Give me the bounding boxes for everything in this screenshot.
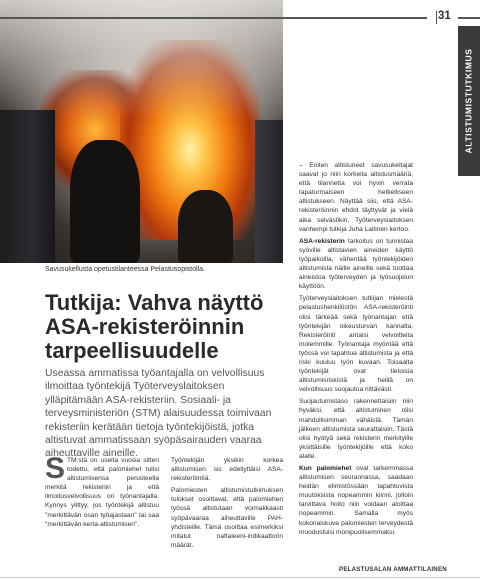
header-rule xyxy=(458,17,480,19)
header-divider xyxy=(436,11,437,24)
footer-publication-name: PELASTUSALAN AMMATTILAINEN xyxy=(339,566,447,573)
article-photo xyxy=(0,0,283,263)
body-column-1 xyxy=(45,452,159,532)
section-tab xyxy=(458,26,480,176)
body-text: TM:stä on useita vuosia sitten todettu, että palomiehet tulisi altistumisensa perusteella merkitä rekisteriin ja että ilmoitusvelvollisuus on työnantajalla. Kynnys ylittyy, jos työntekijä altistuu "merkittävän osan työajastaan" tai saa "merkittävän kerta-altistumisen". xyxy=(45,457,159,528)
lead-in: ASA-rekisterin xyxy=(299,237,345,245)
headline: Tutkija: Vahva näyttö ASA-rekisteröinnin tarpeellisuudelle xyxy=(45,290,264,363)
photo-caption: Savusukellusta opetustilanteessa Pelastusopistolla. xyxy=(45,266,205,273)
firefighter-silhouette xyxy=(178,190,233,263)
post xyxy=(255,120,283,263)
page-number: 31 xyxy=(438,10,451,22)
firefighter-silhouette xyxy=(70,140,140,263)
body-column-3 xyxy=(299,161,413,540)
wall xyxy=(0,110,55,263)
section-tab-label: ALTISTUMISTUTKIMUS xyxy=(464,48,475,154)
header-rule xyxy=(0,17,427,19)
body-text: ovat tarkemmassa altistumisen seurannassa, saadaan heidän elimistössään tapahtuvista muutoksista nopeammin kiinni, jolloin tarvittava hoito niin voidaan aloittaa nopeammin. Samalla myös kokonaiskuva palomiesten terveydestä muodostuisi monipuolisemmaksi. xyxy=(299,465,413,536)
body-column-2 xyxy=(171,456,283,553)
body-text: Työntekijän yksikin korkea altistumisen sis edellyttäisi ASA-rekisteröintiä. xyxy=(171,457,283,483)
body-text: Työterveyslaitoksen tutkijan mielestä pelastushenkilöstön ASA-rekisteröinti olisi tärkeää sekä työnantajan että työntekijän oikeusturvan kannalta. Rekisteröinti antaisi velvoitteita molemmille. Työnantaja myöntää että työssä voi tapahtua altistumista ja että riski kuuluu työn kuvaan. Toisaalta työntekijät ovat tietoisia altistumisriskistä ja heillä on velvollisuus suojautua riittävästi. xyxy=(299,295,413,394)
dropcap: S xyxy=(45,452,66,485)
lead-paragraph: Useassa ammatissa työantajalla on velvollisuus ilmoittaa työntekijä Työterveyslaitoksen ylläpitämään ASA-rekisteriin. Sosiaali- ja terveysministeriön (STM) alaisuudessa toimivaan rekisteriin kerätään tietoja työntekijöistä, jotka altistuvat ammatissaan syöpäsairauden vaaraa aiheuttaville aineille. xyxy=(45,368,272,460)
body-text: tarkoitus on tunnistaa syöville altistavien aineiden käyttö työpaikoilla, vähentää työntekijöiden altistumista näille aineille sekä tuottaa aineistoa työterveyden ja työsuojelun käyttöön. xyxy=(299,237,413,291)
lead-in: Kun palomiehet xyxy=(299,465,352,472)
body-text: – Eniten altistuneet savusukeltajat saavat jo niin korkeita altistusmääriä, että tilannetta voi hyvin verrata tapaturmaiseen hetkelliseen altistukseen. Näyttää siis, että ASA-rekisteröinnin ehdot täyttyvät ja vielä aika selvästikin, Työterveyslaitoksen vanhempi tutkija Juha Laitinen kertoo. xyxy=(299,162,413,233)
body-text: Suojautumistaso rakennettaisiin niin hyväksi, että altistuminen olisi mahdollisimman vähäistä. Tämän jälkeen altistumista seurattaisiin. Tästä olisi hyötyä sekä rekisterin merkityille yksittäisille työntekijöille että koko alalle. xyxy=(299,398,413,460)
body-text: Palomiesten altistumistutkimuksen tulokset osoittavat, että palomiehen työssä altistutaan voimakkaasti syöpävaaraa aiheuttaville PAH-yhdisteille. Tämä osoittaa esimerkiksi mitatut naftaleeni-indikaattorin määrät. xyxy=(171,487,283,549)
footer-rule xyxy=(0,577,480,578)
